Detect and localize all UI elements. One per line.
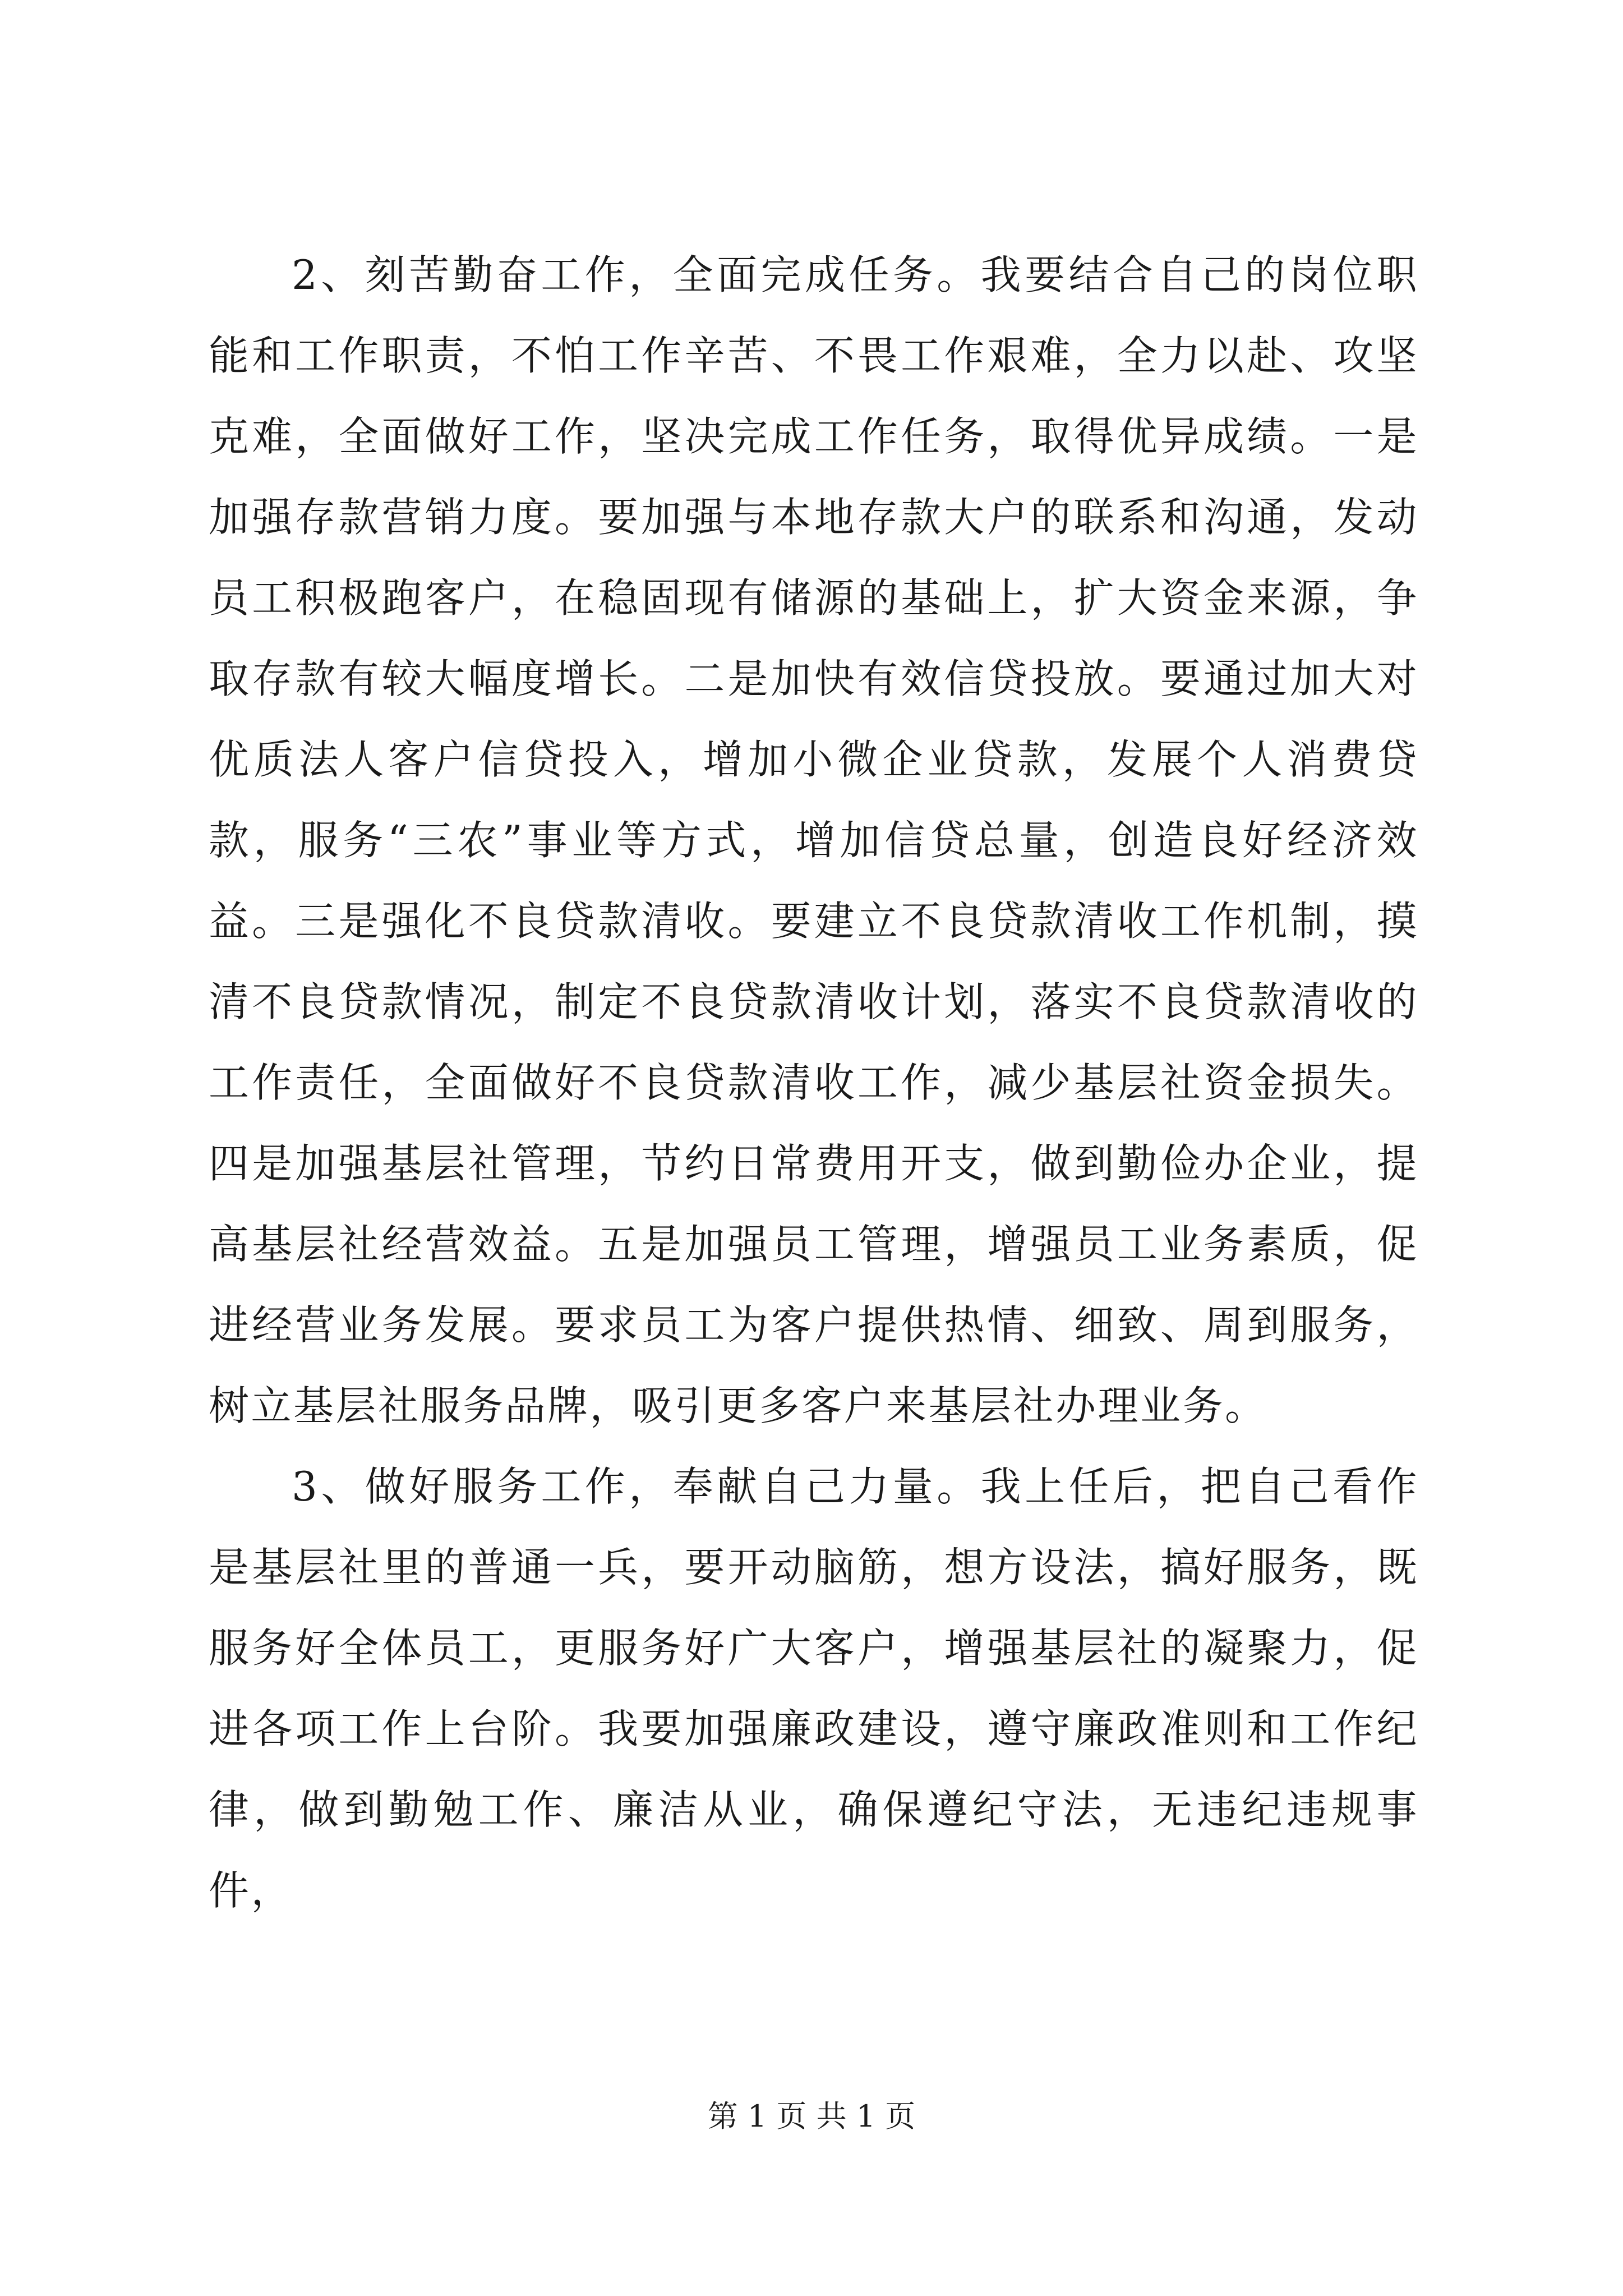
page-footer <box>0 2097 1623 2136</box>
paragraph-3: 3、做好服务工作，奉献自己力量。我上任后，把自己看作是基层社里的普通一兵，要开动脑筋，想方设法，搞好服务，既服务好全体员工，更服务好广大客户，增强基层社的凝聚力，促进各项工作上台阶。我要加强廉政建设，遵守廉政准则和工作纪律，做到勤勉工作、廉洁从业，确保遵纪守法，无违纪违规事件， <box>209 1463 1419 1914</box>
paragraph-2: 2、刻苦勤奋工作，全面完成任务。我要结合自己的岗位职能和工作职责，不怕工作辛苦、不畏工作艰难，全力以赴、攻坚克难，全面做好工作，坚决完成工作任务，取得优异成绩。一是加强存款营销力度。要加强与本地存款大户的联系和沟通，发动员工积极跑客户，在稳固现有储源的基础上，扩大资金来源，争取存款有较大幅度增长。二是加快有效信贷投放。要通过加大对优质法人客户信贷投入，增加小微企业贷款，发展个人消费贷款，服务“三农”事业等方式，增加信贷总量，创造良好经济效益。三是强化不良贷款清收。要建立不良贷款清收工作机制，摸清不良贷款情况，制定不良贷款清收计划，落实不良贷款清收的工作责任，全面做好不良贷款清收工作，减少基层社资金损失。四是加强基层社管理，节约日常费用开支，做到勤俭办企业，提高基层社经营效益。五是加强员工管理，增强员工业务素质，促进经营业务发展。要求员工为客户提供热情、细致、周到服务，树立基层社服务品牌，吸引更多客户来基层社办理业务。 <box>209 251 1419 1429</box>
document-body <box>209 234 1419 1931</box>
page-number: 第 1 页 共 1 页 <box>707 2099 916 2134</box>
